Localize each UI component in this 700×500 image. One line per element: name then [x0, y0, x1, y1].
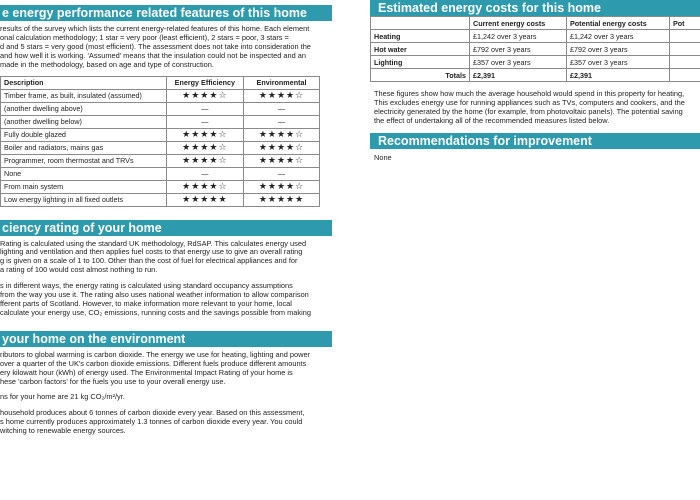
environmental-stars: ★★★★☆ — [244, 154, 320, 167]
environment-text-line: ributors to global warming is carbon dioxide. The energy we use for heating, lighting and power — [0, 350, 311, 359]
features-table-header-row — [1, 76, 320, 89]
recommendations-section-header: Recommendations for improvement — [370, 133, 700, 149]
table-row — [1, 141, 320, 154]
costs-text-line: These figures show how much the average household would spend in this property for heating, — [374, 90, 685, 98]
table-row — [1, 167, 320, 180]
efficiency-text-line: g is given on a scale of 1 to 100. Other than the cost of fuel for electrical appliances and for — [0, 257, 298, 266]
totals-current: £2,391 — [470, 69, 567, 82]
energy-efficiency-stars: ★★★★☆ — [166, 141, 243, 154]
table-row — [1, 128, 320, 141]
environment-text-line: household produces about 6 tonnes of carbon dioxide every year. Based on this assessment, — [0, 409, 305, 418]
environment-section-header: your home on the environment — [0, 331, 332, 347]
feature-description: Low energy lighting in all fixed outlets — [1, 193, 167, 206]
potential-saving — [670, 30, 700, 43]
column-header-environmental: Environmental — [244, 76, 320, 89]
column-header-current: Current energy costs — [470, 17, 567, 30]
table-row — [1, 180, 320, 193]
energy-efficiency-stars: — — [166, 167, 243, 180]
energy-efficiency-stars: ★★★★☆ — [166, 154, 243, 167]
recommendations-text: None — [374, 153, 392, 162]
table-row — [1, 154, 320, 167]
column-header-description: Description — [1, 76, 167, 89]
environmental-stars: — — [244, 115, 320, 128]
table-row — [1, 89, 320, 102]
environment-emissions-line: ns for your home are 21 kg CO₂/m²/yr. — [0, 393, 125, 402]
environmental-stars: ★★★★☆ — [244, 128, 320, 141]
feature-description: (another dwelling above) — [1, 102, 167, 115]
features-intro-line: results of the survey which lists the current energy-related features of this home. Each element — [0, 25, 310, 33]
efficiency-text-line: from the way you use it. The rating also uses national weather information to allow comparison — [0, 291, 309, 300]
feature-description: None — [1, 167, 167, 180]
totals-row — [371, 69, 700, 82]
environment-text-line: ery kilowatt hour (kWh) of energy used. The Environmental Impact Rating of your home is — [0, 368, 293, 377]
efficiency-section-header: ciency rating of your home — [0, 220, 332, 236]
current-cost: £1,242 over 3 years — [470, 30, 567, 43]
column-header-potential: Potential energy costs — [567, 17, 670, 30]
potential-cost: £1,242 over 3 years — [567, 30, 670, 43]
column-header-potential-savings: Pot — [670, 17, 700, 30]
environmental-stars: — — [244, 102, 320, 115]
energy-efficiency-stars: ★★★★☆ — [166, 89, 243, 102]
current-cost: £357 over 3 years — [470, 56, 567, 69]
table-row — [371, 30, 700, 43]
table-row — [371, 56, 700, 69]
costs-text-line: electricity generated by the home (for example, from photovoltaic panels). The potential saving — [374, 107, 683, 116]
features-intro-line: d and 5 stars = very good (most efficient). The assessment does not take into consideration the — [0, 42, 311, 51]
table-row — [1, 102, 320, 115]
efficiency-text-line: a rating of 100 would cost almost nothing to run. — [0, 266, 158, 275]
efficiency-text-line: calculate your energy use, CO₂ emissions, running costs and the savings possible from making — [0, 308, 311, 317]
features-intro-line: and how well it is working. 'Assumed' means that the insulation could not be inspected and an — [0, 51, 307, 60]
features-intro-line: onal calculation methodology; 1 star = very poor (least efficient), 2 stars = poor, 3 stars = — [0, 33, 289, 42]
environment-text-line: witching to renewable energy sources. — [0, 427, 126, 436]
efficiency-text-line: s in different ways, the energy rating is calculated using standard occupancy assumptions — [0, 282, 293, 291]
energy-efficiency-stars: ★★★★☆ — [166, 128, 243, 141]
table-row — [371, 43, 700, 56]
feature-description: Programmer, room thermostat and TRVs — [1, 154, 167, 167]
column-header-blank — [371, 17, 470, 30]
energy-efficiency-stars: — — [166, 115, 243, 128]
energy-efficiency-stars: — — [166, 102, 243, 115]
potential-cost: £792 over 3 years — [567, 43, 670, 56]
environmental-stars: ★★★★☆ — [244, 89, 320, 102]
right-page — [370, 0, 700, 163]
efficiency-text-line: Rating is calculated using the standard UK methodology, RdSAP. This calculates energy used — [0, 239, 307, 248]
energy-efficiency-stars: ★★★★★ — [166, 193, 243, 206]
environmental-stars: — — [244, 167, 320, 180]
totals-saving — [670, 69, 700, 82]
feature-description: Fully double glazed — [1, 128, 167, 141]
efficiency-text-line: lighting and ventilation and then applies fuel costs to that energy use to give an overall rating — [0, 248, 303, 257]
environmental-stars: ★★★★★ — [244, 193, 320, 206]
feature-description: Boiler and radiators, mains gas — [1, 141, 167, 154]
potential-saving — [670, 56, 700, 69]
potential-saving — [670, 43, 700, 56]
environmental-stars: ★★★★☆ — [244, 180, 320, 193]
efficiency-text-line: fferent parts of Scotland. However, to make information more relevant to your home, local — [0, 299, 292, 308]
table-row — [1, 115, 320, 128]
table-row — [1, 193, 320, 206]
costs-section-header: Estimated energy costs for this home — [370, 0, 700, 16]
feature-description: Timber frame, as built, insulated (assumed) — [1, 89, 167, 102]
energy-costs-table — [370, 16, 700, 82]
costs-text-line: This excludes energy use for running appliances such as TVs, computers and cookers, and the — [374, 98, 685, 107]
features-intro-line: made in the methodology, based on age and type of construction. — [0, 60, 214, 69]
environment-text-line: over a quarter of the UK's carbon dioxide emissions. Different fuels produce different amounts — [0, 359, 307, 368]
column-header-energy-efficiency: Energy Efficiency — [166, 76, 243, 89]
costs-table-header-row — [371, 17, 700, 30]
features-section-header: e energy performance related features of this home — [0, 5, 332, 21]
potential-cost: £357 over 3 years — [567, 56, 670, 69]
feature-description: (another dwelling below) — [1, 115, 167, 128]
environment-text-line: hese 'carbon factors' for the fuels you use to your overall energy use. — [0, 377, 226, 386]
totals-label: Totals — [371, 69, 470, 82]
cost-category: Hot water — [371, 43, 470, 56]
cost-category: Heating — [371, 30, 470, 43]
feature-description: From main system — [1, 180, 167, 193]
current-cost: £792 over 3 years — [470, 43, 567, 56]
left-page — [0, 0, 332, 436]
cost-category: Lighting — [371, 56, 470, 69]
energy-efficiency-stars: ★★★★☆ — [166, 180, 243, 193]
features-table — [0, 76, 320, 207]
totals-potential: £2,391 — [567, 69, 670, 82]
environment-text-line: s home currently produces approximately 1.3 tonnes of carbon dioxide every year. You could — [0, 418, 303, 427]
environmental-stars: ★★★★☆ — [244, 141, 320, 154]
costs-text-line: the effect of undertaking all of the recommended measures listed below. — [374, 116, 610, 125]
